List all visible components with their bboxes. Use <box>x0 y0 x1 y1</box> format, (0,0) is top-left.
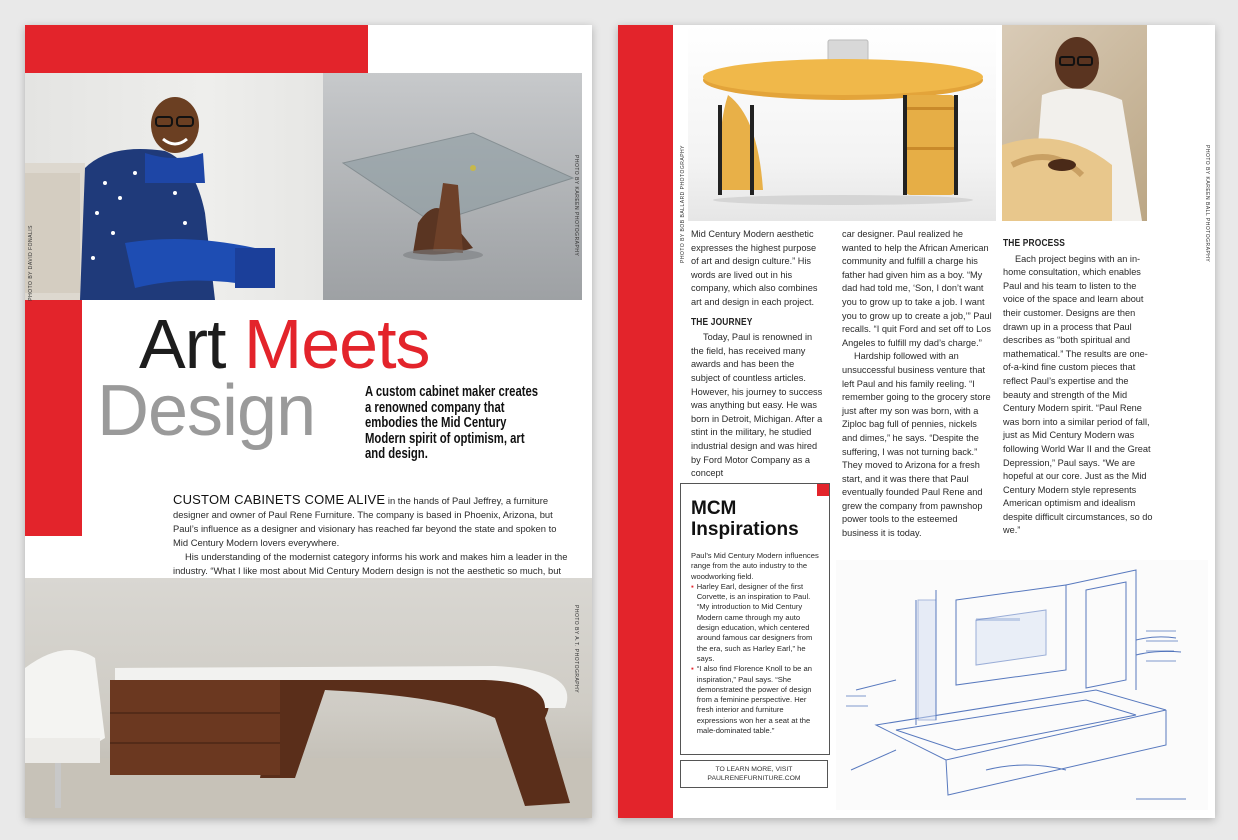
bullet-marker: ▪ <box>691 581 694 591</box>
sidebar-intro: Paul’s Mid Century Modern influences range from the auto industry to the woodworking field. <box>691 551 819 581</box>
photo-credit-desk: PHOTO BY A.T. PHOTOGRAPHY <box>573 605 579 694</box>
intro-paragraph-2: His understanding of the modernist category informs his work and makes him a leader in the industry. “What I like most about Mid Century Modern design is not the aesthetic so much, but <box>173 551 568 576</box>
sidebar-title-line1: MCM <box>691 498 737 519</box>
headline-line1 <box>139 305 430 383</box>
red-accent-top <box>25 25 368 73</box>
desk-illustration <box>25 578 592 818</box>
portrait-photo <box>25 73 325 300</box>
column-1 <box>691 228 823 481</box>
bullet-marker: ▪ <box>691 664 694 674</box>
col2-paragraph-2: Hardship followed with an unsuccessful business venture that left Paul and his family reeling. “I remember going to the grocery store just after my son was born, with a Ziploc bag full of pennies, nickels and dimes,” he says. “Despite the suffering, I was not turning back.” They moved to Arizona for a fresh start, and it was there that Paul eventually founded Paul Rene and grew the company from pawnshop power tools to the esteemed business it is today. <box>842 351 991 539</box>
glass-table-photo <box>323 73 582 300</box>
process-heading: THE PROCESS <box>1003 237 1065 249</box>
sidebar-title-line2: Inspirations <box>691 519 799 540</box>
headline-meets: Meets <box>243 305 430 383</box>
intro-paragraph-1: in the hands of Paul Jeffrey, a furniture designer and owner of Paul Rene Furniture. The company is based in Phoenix, Arizona, but Paul’s influence as a designer and visionary has reached far beyond the state and spoken to Mid Century Modern lovers everywhere. <box>173 495 557 548</box>
headline-art: Art <box>139 305 226 383</box>
learn-more-box <box>680 760 828 788</box>
col1-paragraph-1: Mid Century Modern aesthetic expresses the highest purpose of art and design culture.” His words are lived out in his company, which also combines art and design in each project. <box>691 229 818 307</box>
oval-desk-illustration <box>688 25 996 221</box>
sidebar-bullet-2-text: “I also find Florence Knoll to be an inspiration,” Paul says. “She demonstrated the power of design from a feminine perspective. Her fresh interior and furniture expressions won her a seat at the male-dominated table.” <box>696 664 812 736</box>
column-2 <box>842 228 992 541</box>
mcm-inspirations-sidebar <box>680 483 830 755</box>
left-page <box>25 25 592 818</box>
photo-credit-paul: PHOTO BY KAREEN BALL PHOTOGRAPHY <box>1204 145 1210 263</box>
sidebar-bullet-2 <box>691 664 819 736</box>
learn-more-line-1: TO LEARN MORE, VISIT <box>715 766 793 773</box>
portrait-illustration <box>25 73 325 300</box>
col3-paragraph-1: Each project begins with an in-home consultation, which enables Paul and his team to listen to the voice of the space and learn about their customer. Designs are then drawn up in a process that Paul describes as “both spiritual and mathematical.” The results are one-of-a-kind fine custom pieces that reflect Paul’s expertise and the beauty and strength of the Mid Century Modern spirit. “Paul Rene was born into a similar period of fall, just as Mid Century Modern was following World War II and the Great Depression,” Paul says. “We are hopeful at our core. Just as the Mid Century Modern style represents American optimism and idealism despite difficult circumstances, so do we.” <box>1003 253 1153 536</box>
photo-credit-oval-desk: PHOTO BY BOB BALLARD PHOTOGRAPHY <box>680 145 686 263</box>
column-3 <box>1003 231 1153 538</box>
sidebar-bullet-1 <box>691 582 819 664</box>
journey-heading: THE JOURNEY <box>691 315 753 328</box>
sidebar-red-corner <box>817 484 829 496</box>
col1-paragraph-2: Today, Paul is renowned in the field, has received many awards and has been the subject of countless articles. However, his journey to success was anything but easy. He was born in Detroit, Michigan. After a stint in the military, he studied industrial design and was hired by Ford Motor Company as a concept <box>691 332 823 479</box>
paul-working-illustration <box>1002 25 1147 221</box>
right-page <box>618 25 1215 818</box>
sidebar-bullet-1-text: Harley Earl, designer of the first Corvette, is an inspiration to Paul. “My introduction to Mid Century Modern came through my auto design education, which centered around famous car designers from the era, such as Harley Earl,” he says. <box>696 581 813 663</box>
learn-more-url[interactable]: PAULRENEFURNITURE.COM <box>707 775 801 782</box>
red-accent-side <box>25 300 82 536</box>
col2-paragraph-1: car designer. Paul realized he wanted to help the African American community and fulfill a charge his father had given him as a boy. “My dad had told me, ‘Son, I don’t want you to grow up to take a job. I want you to grow up to create a job,’” Paul recalls. “I quit Ford and set off to Los Angeles to fulfill my dad’s charge.” <box>842 229 992 348</box>
paul-working-photo <box>1002 25 1147 221</box>
headline-design: Design <box>97 371 316 451</box>
oval-desk-photo <box>688 25 996 221</box>
desk-photo <box>25 578 592 818</box>
glass-table-illustration <box>323 73 582 300</box>
photo-credit-table: PHOTO BY KAREEN PHOTOGRAPHY <box>573 155 579 257</box>
design-sketch <box>836 560 1208 810</box>
sketch-illustration <box>836 560 1208 810</box>
deck: A custom cabinet maker creates a renowned company that embodies the Mid Century Modern spirit of optimism, art and design. <box>365 384 539 462</box>
lead-caps: CUSTOM CABINETS COME ALIVE <box>173 492 386 507</box>
photo-credit-portrait: PHOTO BY DAVID FONALIS <box>28 225 34 301</box>
red-accent-spine <box>618 25 673 818</box>
